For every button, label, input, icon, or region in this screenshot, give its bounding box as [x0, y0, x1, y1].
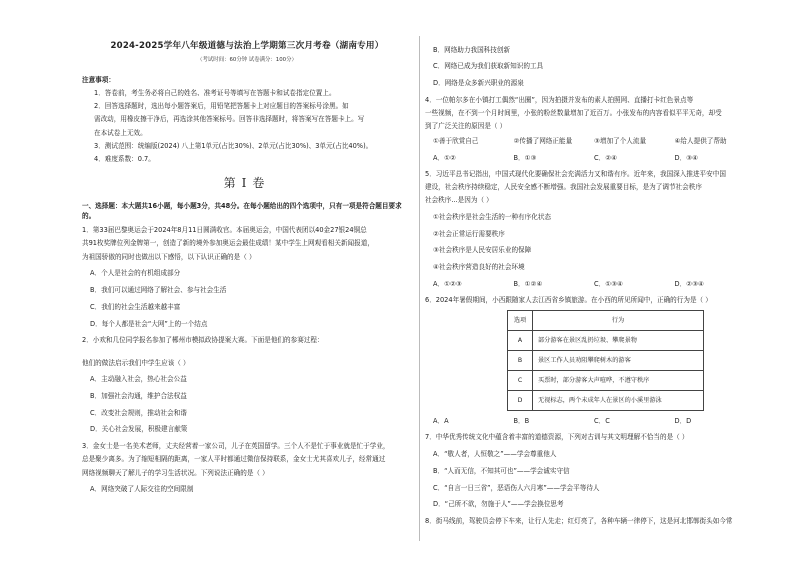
table-cell: C: [508, 371, 533, 391]
option-c[interactable]: C．C: [594, 417, 610, 426]
option-d[interactable]: D．“己所不欲，勿施于人”——学会换位思考: [433, 500, 564, 509]
exam-subtitle: （考试时间：60分钟 试卷满分：100分）: [197, 57, 297, 64]
option-a[interactable]: A．主动融入社会，热心社会公益: [90, 375, 187, 384]
table-cell: B: [508, 351, 533, 371]
statement-item: ②传播了网络正能量: [513, 137, 573, 146]
question-stem: 8．街马线前，驾驶员会停下车来，让行人先走；红灯亮了，各种车辆一律停下，这是河北邯郸街头如今常: [425, 517, 733, 526]
option-row: [433, 279, 755, 289]
question-4: [425, 95, 755, 163]
table-cell: D: [508, 391, 533, 411]
option-b[interactable]: B．“人而无信，不知其可也”——学会诚实守信: [433, 466, 570, 475]
option-d[interactable]: D．②③④: [674, 279, 704, 288]
question-7: [425, 432, 755, 509]
table-row: [508, 331, 704, 351]
question-stem: 4．一位帕尔多在小镇打工偶然“出圈”，因为拍摄并发布的素人拍照网、直播打卡红色景点等: [425, 95, 694, 104]
question-2: [82, 335, 412, 434]
option-b[interactable]: B．①②④: [513, 279, 543, 288]
option-b[interactable]: B．加强社会沟通，维护合法权益: [90, 391, 187, 400]
table-header: 行为: [533, 311, 704, 331]
notes-list: [82, 88, 412, 164]
option-c[interactable]: C．“自言一日三省”，恶语伤人六月寒”——学会平等待人: [433, 483, 600, 492]
question-stem: 1．第33届巴黎奥运会于2024年8月11日圆满收官。本届奥运会，中国代表团以40金27银24铜总: [82, 226, 367, 235]
statement-item: ④给人提供了帮助: [674, 137, 727, 146]
option-row: [433, 416, 755, 426]
question-stem: 共91枚奖牌位列金牌第一，创造了新的境外参加奥运会最佳成绩！某中学生上网观看相关新闻报道，: [82, 239, 374, 248]
question-stem: 总是聚少离多。为了缩短相隔的距离，一家人平时都通过微信保持联系，金女士尤其喜欢儿子，经常通过: [82, 455, 386, 464]
option-a[interactable]: A．A: [433, 417, 449, 426]
notes-heading: 注意事项：: [82, 75, 115, 84]
table-row: [508, 391, 704, 411]
statement-item: ①社会秩序是社会生活的一种有序化状态: [433, 212, 552, 221]
question-5: [425, 169, 755, 289]
question-stem: 网络视频聊天了解儿子的学习生活状况。下列说法正确的是（ ）: [82, 468, 269, 477]
option-b[interactable]: B．①③: [513, 153, 537, 162]
option-d[interactable]: D．关心社会发展，积极建言献策: [90, 425, 188, 434]
table-cell: A: [508, 331, 533, 351]
option-c[interactable]: C．我们的社会生活越来越丰富: [90, 302, 181, 311]
table-row: [508, 371, 704, 391]
option-row: [433, 153, 755, 163]
table-header-row: [508, 311, 704, 331]
table-cell: 买票时，部分游客大声喧哗，不遵守秩序: [533, 371, 704, 391]
table-row: [508, 351, 704, 371]
statement-list: [433, 136, 755, 146]
question-6: [425, 295, 755, 426]
question-1: [82, 225, 412, 329]
option-a[interactable]: A．个人是社会的有机组成部分: [90, 269, 181, 278]
note-line: 需改动，用橡皮擦干净后，再选涂其他答案标号。回答非选择题时，将答案写在答题卡上。写: [94, 115, 365, 124]
option-b[interactable]: B．网络助力我国科技创新: [433, 45, 511, 54]
statement-item: ②社会正常运行需要秩序: [433, 229, 505, 238]
option-c[interactable]: C．②④: [594, 153, 618, 162]
note-line: 4．难度系数：0.7。: [94, 155, 155, 163]
question-stem: 社会秩序...是因为（ ）: [425, 196, 493, 205]
option-a[interactable]: A．①②③: [433, 279, 462, 288]
option-d[interactable]: D．每个人都是社会“大网”上的一个结点: [90, 319, 208, 328]
statement-item: ③社会秩序是人民安居乐业的保障: [433, 246, 532, 255]
option-d[interactable]: D．③④: [674, 153, 698, 162]
question-stem: 到了广泛关注的原因是（ ）: [425, 122, 507, 131]
question-stem: 建设，社会秩序持续稳定，人民安全感不断增强。我国社会发展重要目标，是为了调节社会秩序: [425, 182, 702, 191]
volume-heading: 第Ⅰ卷: [223, 176, 271, 191]
question-stem: 6．2024年暑假期间，小西跟随家人去江西省乡镇旅游。在小西的所见所闻中，正确的行为是（ ）: [425, 296, 712, 304]
statement-item: ③增加了个人流量: [594, 137, 647, 146]
option-a[interactable]: A．“敬人者，人恒敬之”——学会尊重他人: [433, 450, 557, 459]
question-stem: 他们的做法启示我们中学生应该（ ）: [82, 358, 190, 367]
question-stem: 7．中华优秀传统文化中蕴含着丰富的道德资源，下列对古训与其文明理解不恰当的是（ ）: [425, 433, 689, 442]
question-3-continued: [425, 45, 755, 89]
question-3: [82, 441, 412, 494]
statement-item: ①善于欣赏自己: [433, 137, 479, 146]
table-cell: 无视标志，两个未成年人在景区的小溪里游泳: [533, 391, 704, 411]
left-column: [82, 40, 412, 501]
option-b[interactable]: B．B: [513, 417, 530, 426]
option-d[interactable]: D．D: [674, 417, 692, 426]
option-c[interactable]: C．①③④: [594, 279, 623, 288]
option-c[interactable]: C．网络已成为我们获取新知识的工具: [433, 62, 544, 71]
question-stem: 3．金女士是一名美术老师，丈夫经营着一家公司，儿子在英国留学。三个人不是忙于事业就是忙于学业，: [82, 442, 390, 451]
question-stem: 一些视频，在不到一个月时间里，小张的粉丝数量增加了近百万。小张发布的内容看似平平无奇，却受: [425, 108, 722, 117]
question-8: [425, 516, 755, 526]
question-stem: 2．小欢和几位同学报名参加了郴州市模拟政协提案大赛。下面是他们的参赛过程：: [82, 336, 324, 345]
right-column: [425, 38, 755, 529]
question-stem: 5．习近平总书记指出，中国式现代化要确保社会充满活力又和谐有序。近年来，我国深入推进平安中国: [425, 169, 726, 178]
option-c[interactable]: C．改变社会规则，推动社会和谐: [90, 408, 187, 417]
question-stem: 为祖国骄傲的同时也做出以下感悟，以下认识正确的是（ ）: [82, 252, 256, 261]
option-a[interactable]: A．网络突破了人际交往的空间限制: [90, 485, 194, 494]
behavior-table: [507, 310, 704, 411]
exam-title: 2024-2025学年八年级道德与法治上学期第三次月考卷（湖南专用）: [110, 41, 384, 51]
option-a[interactable]: A．①②: [433, 153, 456, 162]
column-divider: [419, 36, 420, 541]
section-heading: 一、选择题：本大题共16小题，每小题3分，共48分。在每小题给出的四个选项中，只有一项是符合题目要求的。: [82, 201, 402, 221]
table-cell: 部分游客在景区乱扔垃圾、攀爬景物: [533, 331, 704, 351]
note-line: 3．测试范围：统编版(2024) 八上第1单元(占比30%)、2单元(占比30%)、3单元(占比40%)。: [94, 141, 373, 150]
option-b[interactable]: B．我们可以通过网络了解社会、参与社会生活: [90, 286, 227, 295]
note-line: 2．回答选择题时，选出每小题答案后，用铅笔把答题卡上对应题目的答案标号涂黑。如: [94, 102, 349, 111]
table-header: 选项: [508, 311, 533, 331]
statement-item: ④社会秩序营造良好的社会环境: [433, 263, 525, 272]
option-d[interactable]: D．网络是众多新兴职业的源泉: [433, 78, 524, 87]
table-cell: 景区工作人员劝阻攀爬树木的游客: [533, 351, 704, 371]
note-line: 在本试卷上无效。: [94, 128, 147, 137]
note-line: 1．答卷前，考生务必将自己的姓名、准考证号等填写在答题卡和试卷指定位置上。: [94, 88, 336, 97]
